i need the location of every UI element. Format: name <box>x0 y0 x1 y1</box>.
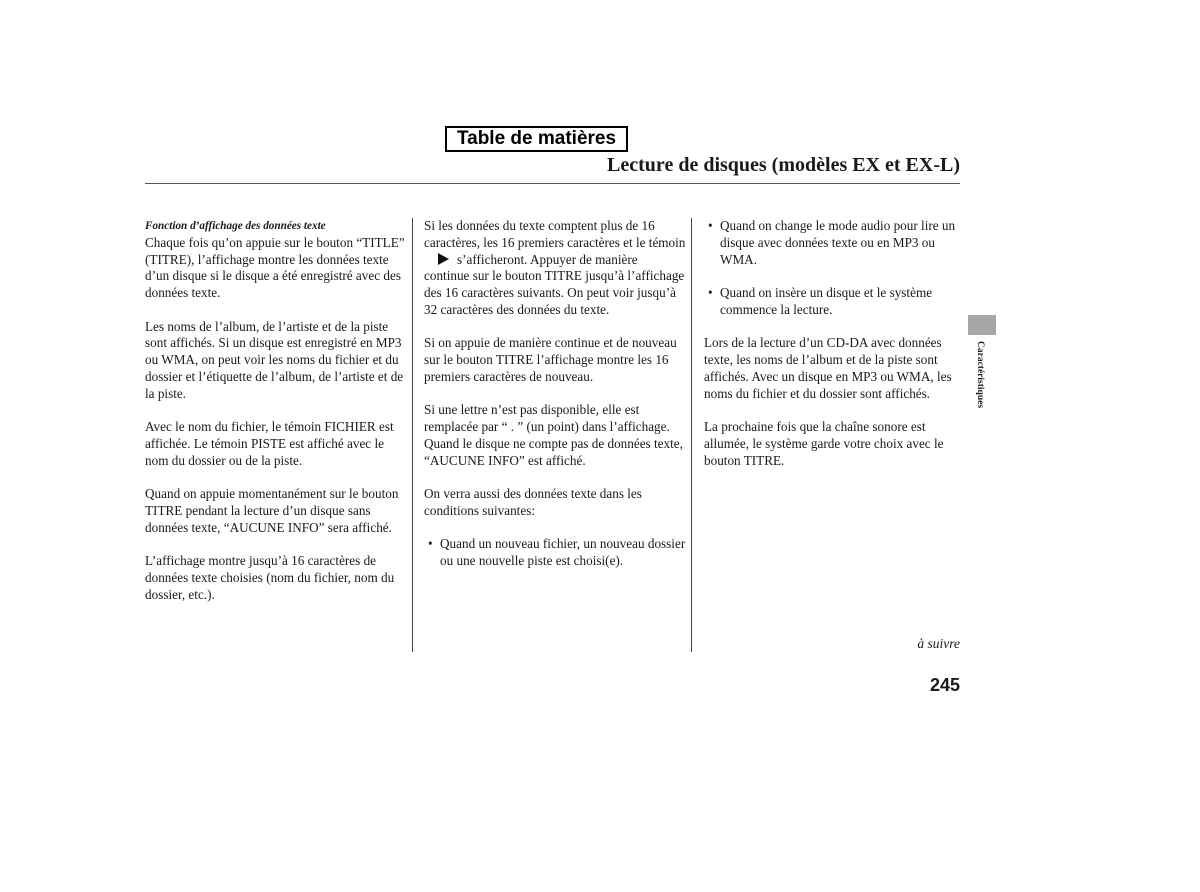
column-divider <box>691 218 692 652</box>
table-of-contents-button[interactable]: Table de matières <box>445 126 628 152</box>
paragraph-text: Quand on appuie momentanément sur le bouton TITRE pendant la lecture d’un disque sans données texte, “AUCUNE INFO” sera affiché. <box>145 486 399 535</box>
paragraph-text: L’affichage montre jusqu’à 16 caractères de données texte choisies (nom du fichier, nom du dossier, etc.). <box>145 553 395 602</box>
paragraph-text: On verra aussi des données texte dans les conditions suivantes: <box>424 486 642 518</box>
bullet-text: Quand un nouveau fichier, un nouveau dossier ou une nouvelle piste est choisi(e). <box>440 536 686 569</box>
paragraph-intro <box>145 218 407 302</box>
continued-note: à suivre <box>917 636 960 651</box>
column-right <box>704 218 960 486</box>
paragraph-text-end: s’afficheront. Appuyer de manière continue sur le bouton TITRE jusqu’à l’affichage des 16 caractères suivants. On peut voir jusqu’à 32 caractères des données du texte. <box>424 251 685 317</box>
bullet-text: Quand on change le mode audio pour lire un disque avec données texte ou en MP3 ou WMA. <box>720 218 956 267</box>
paragraph-text: La prochaine fois que la chaîne sonore est allumée, le système garde votre choix avec le bouton TITRE. <box>704 418 944 468</box>
paragraph-text: Si une lettre n’est pas disponible, elle est remplacée par “ . ” (un point) dans l’affichage. Quand le disque ne compte pas de données texte, “AUCUNE INFO” est affiché. <box>424 402 683 468</box>
paragraph-text <box>424 218 686 319</box>
column-middle <box>424 218 686 587</box>
section-tab-marker[interactable] <box>968 315 996 335</box>
column-divider <box>412 218 413 652</box>
play-indicator-icon <box>438 253 449 265</box>
paragraph-text: Si on appuie de manière continue et de nouveau sur le bouton TITRE l’affichage montre les 16 premiers caractères de nouveau. <box>424 335 677 384</box>
section-subheading: Fonction d’affichage des données texte <box>145 220 326 232</box>
bullet-icon: • <box>708 284 713 300</box>
section-tab-label: Caractéristiques <box>975 341 985 409</box>
bullet-item <box>704 285 960 319</box>
paragraph-text: Lors de la lecture d’un CD-DA avec données texte, les noms de l’album et de la piste sont affichés. Avec un disque en MP3 ou WMA, les noms du fichier et du dossier sont affichés. <box>704 335 952 401</box>
paragraph-text: Avec le nom du fichier, le témoin FICHIER est affichée. Le témoin PISTE est affiché avec le nom du dossier ou de la piste. <box>145 419 394 468</box>
bullet-item <box>424 536 686 570</box>
paragraph-text-start: Si les données du texte comptent plus de 16 caractères, les 16 premiers caractères et le témoin <box>424 218 686 250</box>
bullet-text: Quand on insère un disque et le système commence la lecture. <box>720 284 933 317</box>
bullet-item <box>704 218 960 268</box>
page-title: Lecture de disques (modèles EX et EX-L) <box>607 154 960 176</box>
page-number: 245 <box>929 675 960 695</box>
bullet-icon: • <box>708 218 713 233</box>
column-left <box>145 218 407 620</box>
bullet-icon: • <box>428 536 433 552</box>
paragraph-text: Les noms de l’album, de l’artiste et de la piste sont affichés. Si un disque est enregistré en MP3 ou WMA, on peut voir les noms du fichier et du dossier et l’étiquette de l’album, de l’artiste et de la piste. <box>145 318 404 401</box>
header-divider <box>145 183 960 184</box>
paragraph-text: Chaque fois qu’on appuie sur le bouton “TITLE” (TITRE), l’affichage montre les données texte d’un disque si le disque a été enregistré avec des données texte. <box>145 234 405 301</box>
